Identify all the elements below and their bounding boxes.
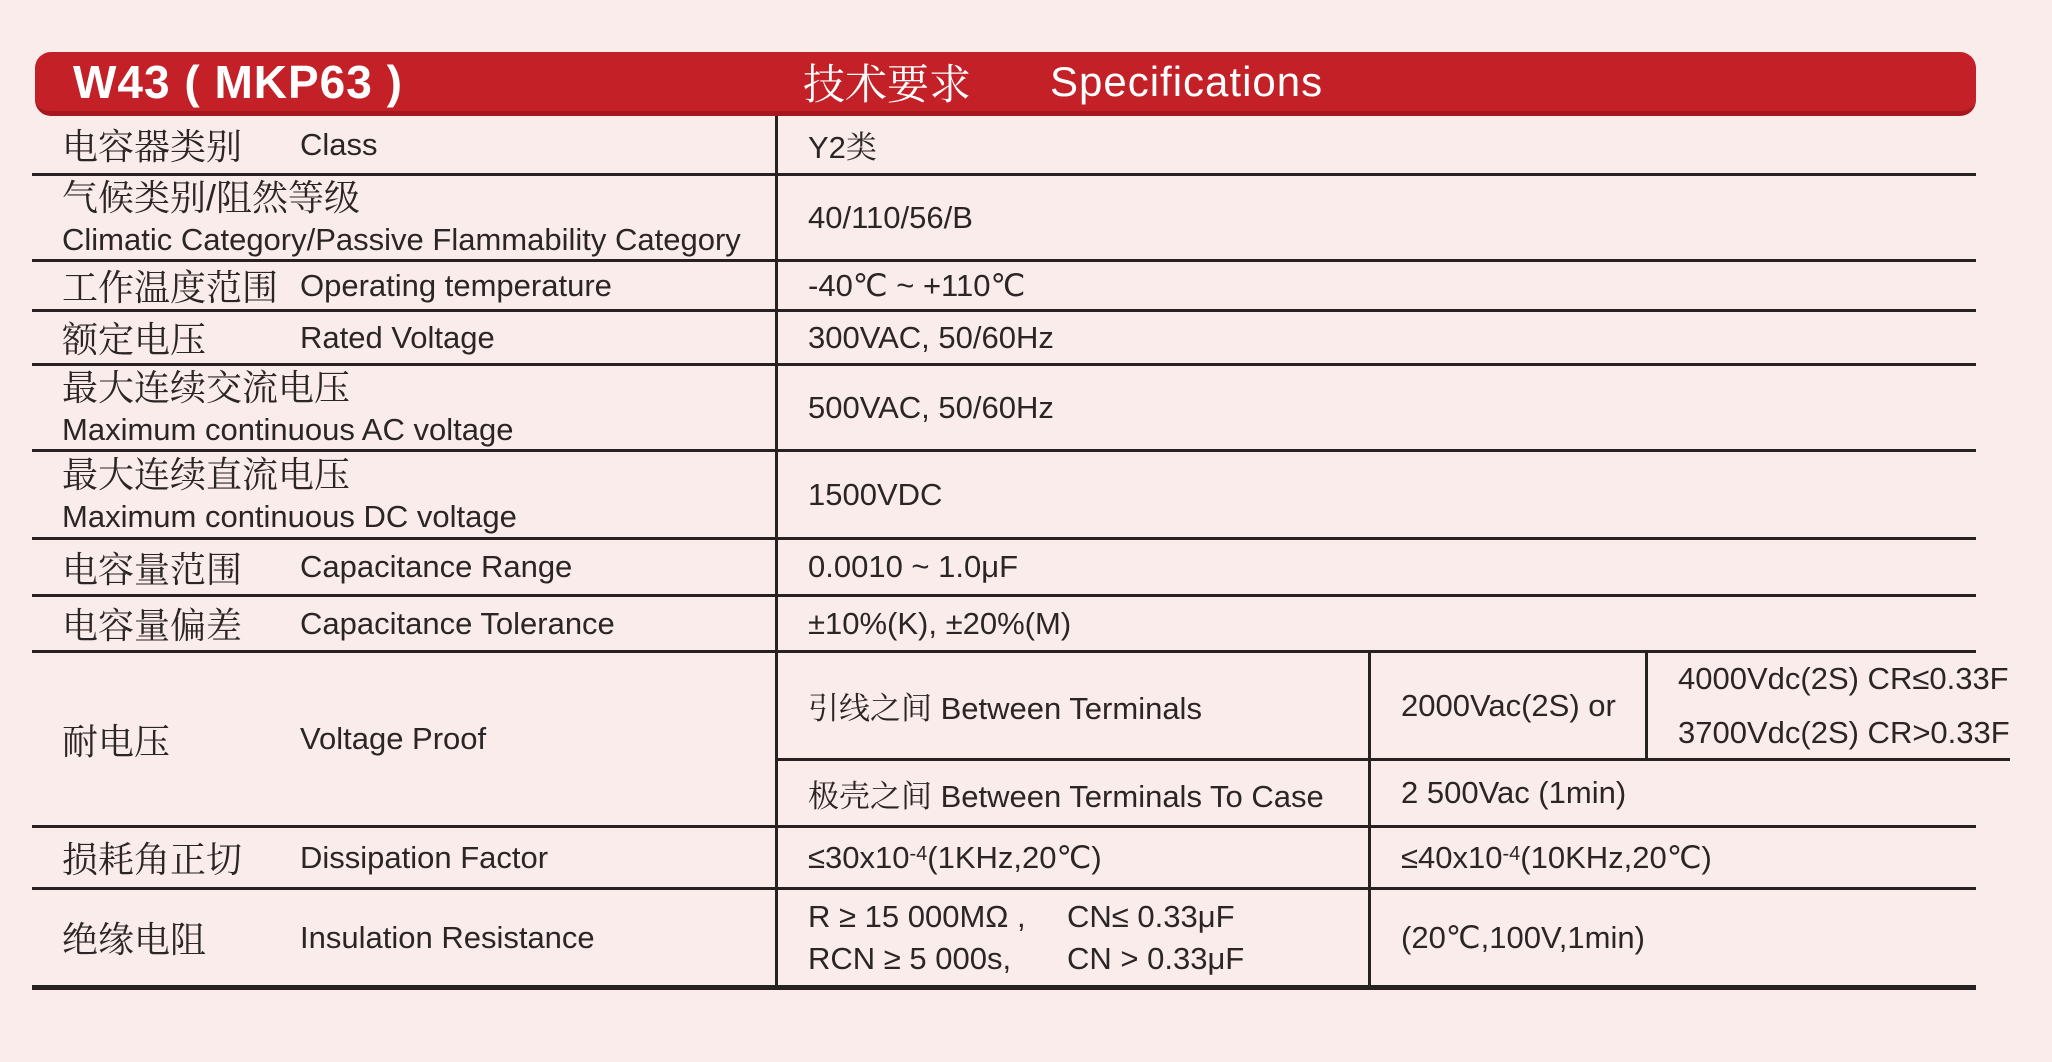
header-banner — [35, 52, 1976, 116]
df-left-exponent: -4 — [909, 843, 928, 865]
label-en: Rated Voltage — [300, 319, 495, 355]
ir-cn-high: CN > 0.33μF — [1067, 940, 1245, 976]
df-left-condition: (1KHz,20℃) — [927, 839, 1102, 875]
ir-rcn-min: RCN ≥ 5 000s, — [808, 940, 1012, 976]
insulation-condition: (20℃,100V,1min) — [1368, 890, 1976, 985]
row-label — [32, 176, 778, 259]
ir-cn-low: CN≤ 0.33μF — [1067, 898, 1235, 934]
dc-value-cr-low: 4000Vdc(2S) CR≤0.33F — [1678, 660, 2009, 696]
row-value: 300VAC, 50/60Hz — [808, 319, 1054, 355]
row-capacitance-range — [32, 540, 1976, 597]
subcell-case-label: 极壳之间 Between Terminals To Case — [808, 778, 1324, 814]
insulation-lines — [808, 896, 1368, 980]
subcell-dc-values — [1645, 653, 2010, 758]
label-zh: 工作温度范围 — [62, 267, 279, 308]
insulation-values — [778, 890, 1368, 985]
label-zh: 额定电压 — [62, 319, 207, 360]
df-right-condition: (10KHz,20℃) — [1520, 839, 1712, 875]
label-zh: 电容器类别 — [62, 126, 243, 167]
label-en: Maximum continuous DC voltage — [62, 498, 517, 534]
label-zh: 电容量范围 — [62, 548, 243, 590]
label-en: Capacitance Range — [300, 549, 573, 584]
subcell-terminals-label: 引线之间 Between Terminals — [808, 691, 1202, 726]
label-en: Capacitance Tolerance — [300, 605, 615, 641]
row-label — [32, 828, 778, 887]
ir-resistance-min: R ≥ 15 000MΩ , — [808, 898, 1026, 934]
subcell-case-value: 2 500Vac (1min) — [1368, 761, 2010, 825]
label-zh: 最大连续交流电压 — [62, 366, 351, 408]
df-right-base: ≤40x10 — [1401, 839, 1503, 875]
df-left-base: ≤30x10 — [808, 839, 910, 875]
label-en: Class — [300, 126, 378, 162]
subrow-between-terminals — [778, 653, 2010, 761]
row-value: 500VAC, 50/60Hz — [808, 389, 1054, 425]
voltage-proof-subtable — [778, 653, 2010, 825]
row-label — [32, 366, 778, 449]
row-value: 0.0010 ~ 1.0μF — [808, 549, 1019, 584]
row-value: 1500VDC — [808, 476, 943, 512]
row-max-ac-voltage — [32, 366, 1976, 452]
label-en: Voltage Proof — [300, 721, 487, 756]
row-dissipation-factor — [32, 828, 1976, 890]
label-en: Dissipation Factor — [300, 839, 549, 875]
row-value: 40/110/56/B — [808, 199, 973, 235]
row-operating-temperature — [32, 262, 1976, 312]
df-right-exponent: -4 — [1502, 843, 1521, 865]
row-label — [32, 597, 778, 650]
row-max-dc-voltage — [32, 452, 1976, 540]
row-voltage-proof — [32, 653, 2010, 828]
label-zh: 最大连续直流电压 — [62, 453, 351, 495]
row-label — [32, 452, 778, 537]
label-zh: 耐电压 — [62, 720, 171, 762]
insulation-line-2 — [808, 938, 1368, 980]
row-label — [32, 540, 778, 594]
label-zh: 气候类别/阻然等级 — [62, 176, 361, 218]
row-value: ±10%(K), ±20%(M) — [808, 605, 1072, 641]
row-rated-voltage — [32, 312, 1976, 366]
label-en: Insulation Resistance — [300, 919, 595, 955]
label-zh: 损耗角正切 — [62, 839, 243, 880]
row-capacitance-tolerance — [32, 597, 1976, 653]
subrow-terminals-to-case — [778, 761, 2010, 825]
label-en: Operating temperature — [300, 267, 612, 303]
label-zh: 电容量偏差 — [62, 605, 243, 646]
subcell-condition: 2000Vac(2S) or — [1368, 653, 1645, 758]
row-insulation-resistance — [32, 890, 1976, 990]
label-en: Climatic Category/Passive Flammability Category — [62, 221, 741, 257]
label-zh: 绝缘电阻 — [62, 919, 207, 960]
row-label — [32, 312, 778, 363]
row-label — [32, 116, 778, 173]
row-label — [32, 653, 778, 825]
row-value: -40℃ ~ +110℃ — [808, 267, 1026, 303]
model-title: W43 ( MKP63 ) — [73, 55, 403, 108]
dissipation-10khz — [1368, 828, 1976, 887]
dc-value-cr-high: 3700Vdc(2S) CR>0.33F — [1678, 714, 2010, 750]
insulation-line-1 — [808, 896, 1368, 938]
label-en: Maximum continuous AC voltage — [62, 411, 514, 447]
specifications-table — [32, 116, 2010, 990]
row-value: Y2类 — [808, 130, 877, 165]
header-title-zh: 技术要求 — [803, 60, 972, 108]
row-climatic-category — [32, 176, 1976, 262]
row-label — [32, 262, 778, 309]
dissipation-1khz — [778, 828, 1368, 887]
row-label — [32, 890, 778, 985]
header-title-en: Specifications — [1050, 57, 1324, 105]
row-capacitor-class — [32, 116, 1976, 176]
